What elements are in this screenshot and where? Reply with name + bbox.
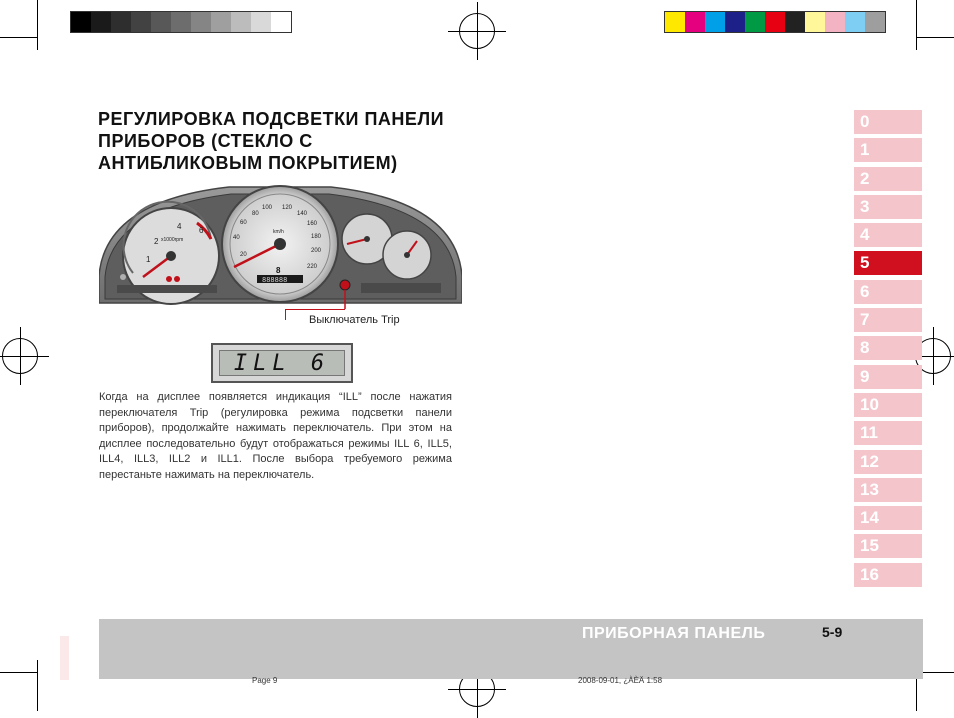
- section-tab-2[interactable]: 2: [854, 167, 922, 191]
- trip-pointer-line: [285, 309, 345, 310]
- section-tab-6[interactable]: 6: [854, 280, 922, 304]
- section-tab-14[interactable]: 14: [854, 506, 922, 530]
- trip-switch-label: Выключатель Trip: [309, 314, 400, 326]
- section-tab-11[interactable]: 11: [854, 421, 922, 445]
- speedometer-tick-label: 60: [240, 220, 247, 226]
- section-tabs: [854, 110, 922, 591]
- gray-swatch: [211, 12, 231, 32]
- trip-button: [340, 280, 350, 290]
- color-swatch: [745, 12, 765, 32]
- page-title: РЕГУЛИРОВКА ПОДСВЕТКИ ПАНЕЛИ ПРИБОРОВ (СТЕКЛО С АНТИБЛИКОВЫМ ПОКРЫТИЕМ): [98, 109, 445, 173]
- section-tab-8[interactable]: 8: [854, 336, 922, 360]
- speedometer-tick-label: 80: [252, 211, 259, 217]
- crop-mark: [916, 0, 917, 50]
- section-tab-10[interactable]: 10: [854, 393, 922, 417]
- gray-swatch: [91, 12, 111, 32]
- color-swatch: [825, 12, 845, 32]
- color-swatch: [685, 12, 705, 32]
- section-tab-3[interactable]: 3: [854, 195, 922, 219]
- color-bar: [664, 11, 886, 33]
- section-tab-0[interactable]: 0: [854, 110, 922, 134]
- speedometer-tick-label: 220: [307, 264, 318, 270]
- section-tab-1[interactable]: 1: [854, 138, 922, 162]
- body-paragraph: Когда на дисплее появляется индикация “ILL” после нажатия переключателя Trip (регулировка режима подсветки панели приборов), продолжайте нажимать переключатель. При этом на дисплее последовательно будут отображаться режимы ILL 6, ILL5, ILL4, ILL3, ILL2 и ILL1. После выбора требуемого режима перестаньте нажимать на переключатель.: [99, 391, 452, 481]
- gray-swatch: [71, 12, 91, 32]
- gray-swatch: [231, 12, 251, 32]
- crop-mark: [916, 37, 954, 38]
- tachometer-tick-label: 1: [146, 255, 151, 264]
- print-date-info: 2008-09-01, ¿ÀÈÄ 1:58: [578, 676, 663, 685]
- gray-swatch: [171, 12, 191, 32]
- gray-swatch: [251, 12, 271, 32]
- speedometer-tick-label: 120: [282, 205, 293, 211]
- color-swatch: [845, 12, 865, 32]
- trip-digit: 8: [276, 266, 281, 275]
- section-tab-9[interactable]: 9: [854, 365, 922, 389]
- speedometer-tick-label: 200: [311, 248, 322, 254]
- color-swatch: [785, 12, 805, 32]
- registration-mark: [2, 338, 38, 374]
- section-tab-13[interactable]: 13: [854, 478, 922, 502]
- tachometer-unit: x1000rpm: [161, 237, 184, 243]
- trip-pointer-line: [285, 309, 286, 320]
- speedometer-tick-label: 180: [311, 234, 322, 240]
- crop-mark: [0, 672, 38, 673]
- gray-swatch: [111, 12, 131, 32]
- grayscale-bar: [70, 11, 292, 33]
- tachometer-tick-label: 2: [154, 237, 159, 246]
- gray-swatch: [271, 12, 291, 32]
- section-tab-15[interactable]: 15: [854, 534, 922, 558]
- color-swatch: [865, 12, 885, 32]
- speedometer-tick-label: 100: [262, 205, 273, 211]
- section-tab-4[interactable]: 4: [854, 223, 922, 247]
- footer-bar: [99, 619, 923, 679]
- crop-mark: [37, 0, 38, 50]
- color-swatch: [705, 12, 725, 32]
- speedometer-tick-label: 160: [307, 221, 318, 227]
- crop-mark: [0, 37, 38, 38]
- section-tab-12[interactable]: 12: [854, 450, 922, 474]
- color-swatch: [765, 12, 785, 32]
- gray-swatch: [191, 12, 211, 32]
- registration-mark: [459, 13, 495, 49]
- color-swatch: [725, 12, 745, 32]
- tachometer-tick-label: 6: [199, 226, 204, 235]
- speedometer-tick-label: 140: [297, 211, 308, 217]
- chapter-title: ПРИБОРНАЯ ПАНЕЛЬ: [582, 625, 766, 642]
- gray-swatch: [131, 12, 151, 32]
- section-tab-5[interactable]: 5: [854, 251, 922, 275]
- speedometer-tick-label: 40: [233, 235, 240, 241]
- odometer-readout: 888888: [262, 276, 288, 284]
- section-tab-7[interactable]: 7: [854, 308, 922, 332]
- crop-mark: [37, 660, 38, 711]
- gray-swatch: [151, 12, 171, 32]
- tachometer-tick-label: 4: [177, 222, 182, 231]
- speedometer-unit: km/h: [273, 229, 284, 235]
- speedometer-tick-label: 20: [240, 252, 247, 258]
- margin-strip: [60, 636, 69, 680]
- lcd-display: [211, 343, 353, 383]
- instrument-cluster-image: [99, 181, 462, 309]
- color-swatch: [805, 12, 825, 32]
- page-number: 5-9: [822, 624, 843, 640]
- section-tab-16[interactable]: 16: [854, 563, 922, 587]
- print-page-info: Page 9: [252, 676, 278, 685]
- lcd-text: ILL 6: [219, 350, 345, 376]
- color-swatch: [665, 12, 685, 32]
